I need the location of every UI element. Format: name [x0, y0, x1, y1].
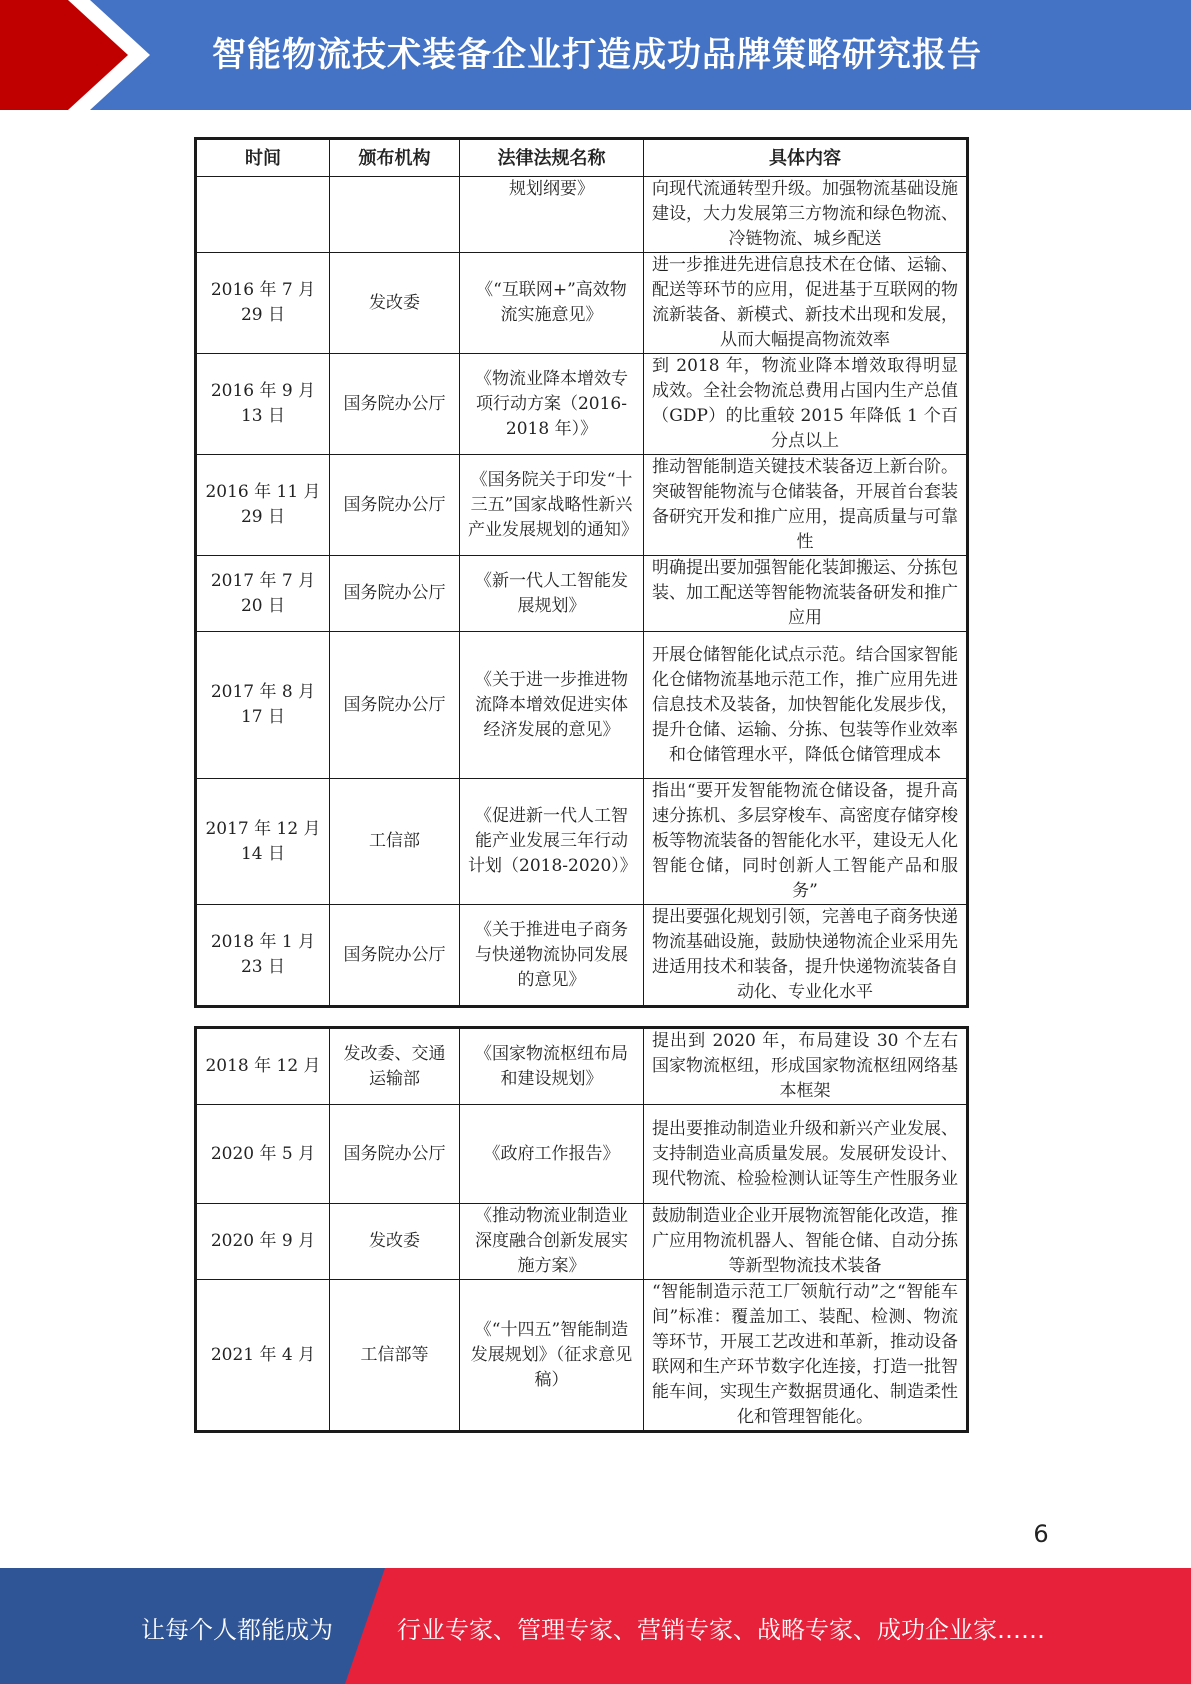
table-row [196, 354, 968, 455]
table-row [196, 177, 968, 253]
table-row [196, 779, 968, 905]
footer-band [0, 1568, 1191, 1684]
cell-agency: 发改委 [330, 1204, 460, 1280]
cell-agency: 发改委、交通运输部 [330, 1028, 460, 1105]
cell-date: 2020 年 9 月 [196, 1204, 330, 1280]
cell-date: 2017 年 8 月 17 日 [196, 632, 330, 779]
cell-content: 进一步推进先进信息技术在仓储、运输、配送等环节的应用，促进基于互联网的物流新装备、新模式、新技术出现和发展，从而大幅提高物流效率 [644, 253, 968, 354]
table-row [196, 455, 968, 556]
cell-content: 指出“要开发智能物流仓储设备，提升高速分拣机、多层穿梭车、高密度存储穿梭板等物流装备的智能化水平，建设无人化智能仓储，同时创新人工智能产品和服务” [644, 779, 968, 905]
footer-slogan-right: 行业专家、管理专家、营销专家、战略专家、成功企业家…… [397, 1616, 1045, 1644]
cell-regulation-name: 《新一代人工智能发展规划》 [460, 556, 644, 632]
cell-regulation-name: 《促进新一代人工智能产业发展三年行动计划（2018-2020）》 [460, 779, 644, 905]
cell-content: 推动智能制造关键技术装备迈上新台阶。突破智能物流与仓储装备，开展首台套装备研究开发和推广应用，提高质量与可靠性 [644, 455, 968, 556]
table-header-row [196, 139, 968, 177]
page-number: 6 [1033, 1520, 1049, 1548]
column-header-agency: 颁布机构 [330, 139, 460, 177]
cell-content: 提出要强化规划引领，完善电子商务快递物流基础设施，鼓励快递物流企业采用先进适用技术和装备，提升快递物流装备自动化、专业化水平 [644, 905, 968, 1007]
cell-date: 2016 年 11 月 29 日 [196, 455, 330, 556]
table-row [196, 1028, 968, 1105]
cell-content: “智能制造示范工厂领航行动”之“智能车间”标准：覆盖加工、装配、检测、物流等环节，开展工艺改进和革新，推动设备联网和生产环节数字化连接，打造一批智能车间，实现生产数据贯通化、制造柔性化和管理智能化。 [644, 1280, 968, 1432]
table-row [196, 253, 968, 354]
cell-date: 2017 年 7 月 20 日 [196, 556, 330, 632]
cell-content: 向现代流通转型升级。加强物流基础设施建设，大力发展第三方物流和绿色物流、冷链物流、城乡配送 [644, 177, 968, 253]
cell-date: 2021 年 4 月 [196, 1280, 330, 1432]
policy-table-part1 [194, 137, 969, 1008]
cell-regulation-name: 《“互联网+”高效物流实施意见》 [460, 253, 644, 354]
table-row [196, 1280, 968, 1432]
table-row [196, 1105, 968, 1204]
column-header-content: 具体内容 [644, 139, 968, 177]
cell-agency: 工信部 [330, 779, 460, 905]
cell-regulation-name: 《“十四五”智能制造发展规划》（征求意见稿） [460, 1280, 644, 1432]
cell-content: 提出到 2020 年，布局建设 30 个左右国家物流枢纽，形成国家物流枢纽网络基本框架 [644, 1028, 968, 1105]
red-chevron-icon [0, 0, 160, 110]
cell-regulation-name: 《推动物流业制造业深度融合创新发展实施方案》 [460, 1204, 644, 1280]
table-row [196, 905, 968, 1007]
table-row [196, 632, 968, 779]
cell-date: 2020 年 5 月 [196, 1105, 330, 1204]
cell-date: 2018 年 12 月 [196, 1028, 330, 1105]
cell-content: 鼓励制造业企业开展物流智能化改造，推广应用物流机器人、智能仓储、自动分拣等新型物流技术装备 [644, 1204, 968, 1280]
cell-date: 2017 年 12 月 14 日 [196, 779, 330, 905]
cell-agency: 国务院办公厅 [330, 905, 460, 1007]
cell-agency [330, 177, 460, 253]
cell-agency: 工信部等 [330, 1280, 460, 1432]
cell-content: 提出要推动制造业升级和新兴产业发展、支持制造业高质量发展。发展研发设计、现代物流、检验检测认证等生产性服务业 [644, 1105, 968, 1204]
cell-agency: 国务院办公厅 [330, 354, 460, 455]
table-row [196, 556, 968, 632]
cell-content: 到 2018 年，物流业降本增效取得明显成效。全社会物流总费用占国内生产总值（GDP）的比重较 2015 年降低 1 个百分点以上 [644, 354, 968, 455]
cell-date: 2018 年 1 月 23 日 [196, 905, 330, 1007]
column-header-regulation-name: 法律法规名称 [460, 139, 644, 177]
footer-slogan-left: 让每个人都能成为 [141, 1616, 333, 1644]
cell-date: 2016 年 7 月 29 日 [196, 253, 330, 354]
cell-regulation-name: 《物流业降本增效专项行动方案（2016-2018 年）》 [460, 354, 644, 455]
cell-date [196, 177, 330, 253]
report-title: 智能物流技术装备企业打造成功品牌策略研究报告 [212, 35, 982, 75]
cell-agency: 国务院办公厅 [330, 632, 460, 779]
policy-table-part2 [194, 1026, 969, 1433]
cell-regulation-name: 《政府工作报告》 [460, 1105, 644, 1204]
cell-agency: 发改委 [330, 253, 460, 354]
cell-regulation-name: 《关于推进电子商务与快递物流协同发展的意见》 [460, 905, 644, 1007]
cell-content: 开展仓储智能化试点示范。结合国家智能化仓储物流基地示范工作，推广应用先进信息技术及装备，加快智能化发展步伐，提升仓储、运输、分拣、包装等作业效率和仓储管理水平，降低仓储管理成本 [644, 632, 968, 779]
cell-regulation-name: 《国务院关于印发“十三五”国家战略性新兴产业发展规划的通知》 [460, 455, 644, 556]
cell-content: 明确提出要加强智能化装卸搬运、分拣包装、加工配送等智能物流装备研发和推广应用 [644, 556, 968, 632]
cell-regulation-name: 《国家物流枢纽布局和建设规划》 [460, 1028, 644, 1105]
cell-date: 2016 年 9 月 13 日 [196, 354, 330, 455]
table-row [196, 1204, 968, 1280]
cell-regulation-name: 《关于进一步推进物流降本增效促进实体经济发展的意见》 [460, 632, 644, 779]
cell-agency: 国务院办公厅 [330, 556, 460, 632]
cell-agency: 国务院办公厅 [330, 455, 460, 556]
column-header-date: 时间 [196, 139, 330, 177]
header-band [0, 0, 1191, 110]
cell-agency: 国务院办公厅 [330, 1105, 460, 1204]
cell-regulation-name: 规划纲要》 [460, 177, 644, 253]
